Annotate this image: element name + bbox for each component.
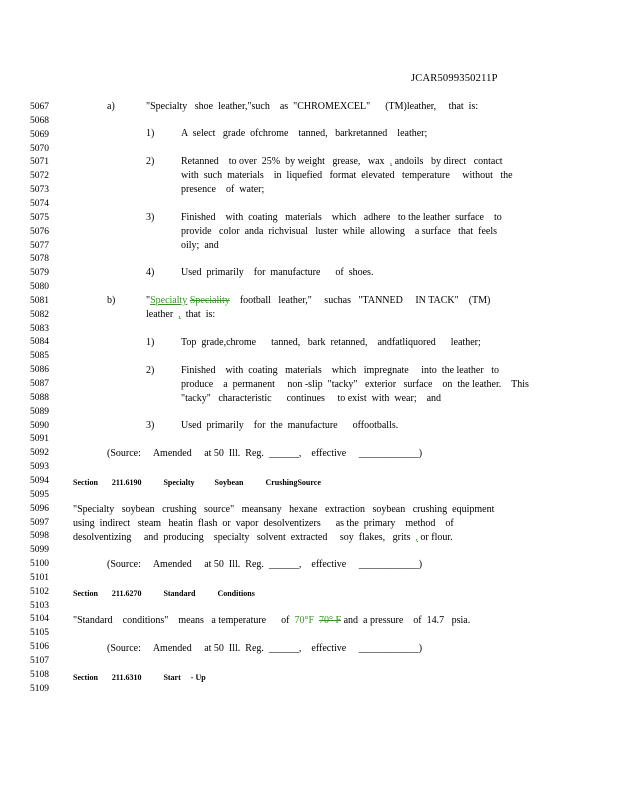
subitem-number: 2) [146,156,155,167]
subitem-text: Used primarily for manufacture of shoes. [181,267,374,278]
definition-standard-conditions: "Standard conditions" means a temperature of 70°F 70° F and a pressure of 14.7 psia. [73,615,471,626]
line-number: 5077 [30,240,49,251]
subitem-number: 3) [146,420,155,431]
line-number: 5098 [30,531,49,542]
line-number: 5073 [30,185,49,196]
line-number: 5081 [30,295,49,306]
source-note: (Source: Amended at 50 Ill. Reg. ______, effective ____________) [107,559,423,570]
line-number: 5092 [30,448,49,459]
line-number: 5104 [30,614,49,625]
subitem-text: Finished with coating materials which adhere to the leather surface to [181,212,502,223]
subitem-number: 2) [146,365,155,376]
inserted-text: Specialty [150,295,188,306]
definition-specialty-football-leather: "Specialty Speciality football leather," suchas "TANNED IN TACK" (TM) [146,295,491,306]
definition-specialty-shoe-leather: "Specialty shoe leather,"such as "CHROMEXCEL" (TM)leather, that is: [146,101,479,112]
subitem-text: Used primarily for the manufacture offootballs. [181,420,399,431]
subitem-text: A select grade ofchrome tanned, barkretanned leather; [181,128,428,139]
line-number: 5069 [30,129,49,140]
line-number: 5078 [30,254,49,265]
line-number: 5082 [30,309,49,320]
line-number: 5072 [30,171,49,182]
definition-soybean-crushing-source: "Specialty soybean crushing source" meansany hexane extraction soybean crushing equipment [73,504,495,515]
line-number: 5083 [30,323,49,334]
line-number: 5086 [30,365,49,376]
line-number: 5108 [30,669,49,680]
line-number: 5074 [30,198,49,209]
subitem-text: Retanned to over 25% by weight grease, wax , andoils by direct contact [181,156,503,167]
line-number: 5106 [30,642,49,653]
line-number: 5067 [30,102,49,112]
deleted-text: Speciality [189,295,230,306]
line-number: 5089 [30,406,49,417]
line-number: 5102 [30,586,49,597]
line-number: 5093 [30,462,49,473]
section-heading: Section 211.6270 Standard Conditions [73,589,255,598]
line-number: 5094 [30,475,49,486]
line-number: 5080 [30,282,49,293]
line-number: 5076 [30,226,49,237]
line-number: 5091 [30,434,49,445]
subitem-number: 3) [146,212,155,223]
line-number: 5096 [30,503,49,514]
line-number: 5105 [30,628,49,639]
item-label-b: b) [107,295,116,306]
subitem-text: Top grade,chrome tanned, bark retanned, andfatliquored leather; [181,337,481,348]
line-number: 5079 [30,268,49,279]
definition-continuation: using indirect steam heatin flash or vapor desolventizers as the primary method of [73,518,454,529]
line-number: 5087 [30,379,49,389]
subitem-number: 4) [146,267,155,278]
line-number: 5109 [30,683,49,694]
line-number: 5070 [30,143,49,154]
inserted-comma: , [178,309,181,320]
line-number: 5101 [30,572,49,583]
line-number: 5107 [30,656,49,666]
source-note: (Source: Amended at 50 Ill. Reg. ______, effective ____________) [107,448,423,459]
section-heading: Section 211.6190 Specialty Soybean CrushingSource [73,478,321,487]
line-number: 5100 [30,559,49,570]
subitem-text: Finished with coating materials which impregnate into the leather to [181,365,499,376]
inserted-comma: , [415,532,418,543]
line-number: 5085 [30,351,49,362]
line-number: 5090 [30,420,49,431]
deleted-text: 70° F [319,615,342,626]
definition-continuation: desolventizing and producing specialty solvent extracted soy flakes, grits , or flour. [73,532,453,543]
line-number: 5095 [30,489,49,500]
subitem-text: provide color anda richvisual luster while allowing a surface that feels [181,226,498,237]
line-number: 5097 [30,517,49,528]
line-number: 5099 [30,545,49,556]
definition-continuation: leather , that is: [146,309,216,320]
subitem-text: presence of water; [181,184,265,195]
source-note: (Source: Amended at 50 Ill. Reg. ______, effective ____________) [107,643,423,654]
line-number: 5084 [30,337,49,348]
section-heading: Section 211.6310 Start - Up [73,673,206,682]
document-id: JCAR5099350211P [411,73,498,84]
line-number: 5071 [30,157,49,168]
subitem-text: with such materials in liquefied format elevated temperature without the [181,170,513,181]
subitem-number: 1) [146,128,155,139]
line-number: 5068 [30,115,49,126]
subitem-number: 1) [146,337,155,348]
subitem-text: "tacky" characteristic continues to exist with wear; and [181,393,442,404]
line-number: 5103 [30,600,49,611]
item-label-a: a) [107,101,115,112]
inserted-comma: , [389,156,393,167]
inserted-text: 70°F [294,615,315,626]
subitem-text: oily; and [181,240,219,251]
line-number: 5075 [30,212,49,223]
line-number: 5088 [30,392,49,403]
subitem-text: produce a permanent non -slip "tacky" exterior surface on the leather. This [181,379,529,390]
